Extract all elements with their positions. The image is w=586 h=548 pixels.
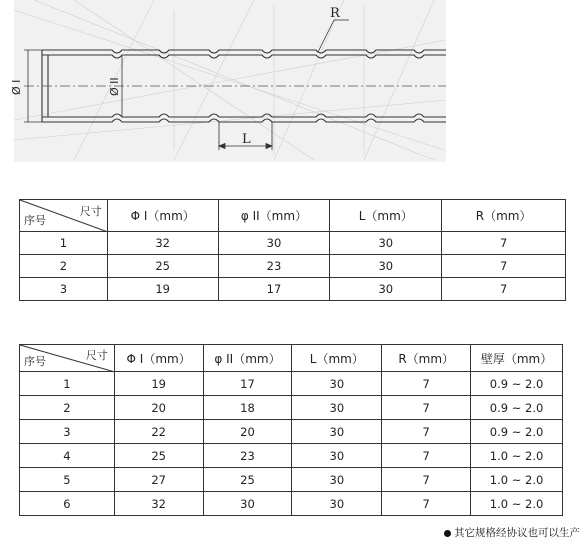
column-header: R（mm） — [382, 345, 471, 372]
table-cell: 0.9 ~ 2.0 — [471, 420, 563, 444]
table-cell: 30 — [292, 420, 382, 444]
table-row — [20, 420, 563, 444]
table-cell: 32 — [107, 232, 218, 255]
column-header: 壁厚（mm） — [471, 345, 563, 372]
table-cell: 7 — [382, 372, 471, 396]
table-cell: 7 — [442, 278, 566, 301]
table-cell: 0.9 ~ 2.0 — [471, 372, 563, 396]
corrugated-tube-diagram — [10, 0, 446, 162]
spec-table-1 — [19, 199, 566, 301]
table-cell: 7 — [382, 420, 471, 444]
table-cell: 30 — [292, 468, 382, 492]
table-cell: 2 — [20, 255, 108, 278]
table-row — [20, 255, 566, 278]
column-header: Φ I（mm） — [114, 345, 203, 372]
table-row — [20, 232, 566, 255]
footnote-text: 其它规格经协议也可以生产 — [454, 527, 580, 539]
table-cell: 19 — [107, 278, 218, 301]
table-cell: 32 — [114, 492, 203, 516]
table-cell: 18 — [203, 396, 292, 420]
column-header: Φ I（mm） — [107, 200, 218, 232]
table-cell: 27 — [114, 468, 203, 492]
table-cell: 2 — [20, 396, 115, 420]
table-cell: 7 — [382, 396, 471, 420]
table-cell: 22 — [114, 420, 203, 444]
table-cell: 1.0 ~ 2.0 — [471, 468, 563, 492]
corner-header-bottom: 序号 — [24, 355, 46, 368]
table-cell: 1.0 ~ 2.0 — [471, 444, 563, 468]
table-header-row — [20, 345, 563, 372]
length-label: L — [242, 132, 251, 147]
table-cell: 30 — [218, 232, 330, 255]
table-cell: 30 — [292, 372, 382, 396]
column-header: L（mm） — [292, 345, 382, 372]
table-row — [20, 372, 563, 396]
footnote — [444, 525, 580, 540]
bullet-icon — [444, 530, 451, 537]
corner-header — [20, 200, 108, 232]
table-cell: 25 — [203, 468, 292, 492]
table-cell: 4 — [20, 444, 115, 468]
table-cell: 3 — [20, 420, 115, 444]
column-header: L（mm） — [330, 200, 442, 232]
corner-header — [20, 345, 115, 372]
table-cell: 7 — [382, 492, 471, 516]
table-cell: 7 — [442, 255, 566, 278]
table-row — [20, 468, 563, 492]
table-cell: 30 — [203, 492, 292, 516]
table-cell: 23 — [203, 444, 292, 468]
table-row — [20, 278, 566, 301]
table-cell: 6 — [20, 492, 115, 516]
table-cell: 30 — [292, 396, 382, 420]
table-header-row — [20, 200, 566, 232]
table-cell: 17 — [203, 372, 292, 396]
radius-label: R — [330, 6, 340, 21]
table-cell: 17 — [218, 278, 330, 301]
table-cell: 25 — [107, 255, 218, 278]
table-row — [20, 492, 563, 516]
table-cell: 30 — [330, 278, 442, 301]
table-cell: 1 — [20, 232, 108, 255]
table-cell: 25 — [114, 444, 203, 468]
table-cell: 30 — [292, 492, 382, 516]
table-cell: 1 — [20, 372, 115, 396]
table-cell: 20 — [114, 396, 203, 420]
column-header: R（mm） — [442, 200, 566, 232]
tube-drawing — [10, 0, 446, 162]
column-header: φ II（mm） — [218, 200, 330, 232]
table-cell: 30 — [330, 232, 442, 255]
table-cell: 7 — [442, 232, 566, 255]
table-row — [20, 444, 563, 468]
spec-table-2 — [19, 344, 563, 516]
table-cell: 30 — [330, 255, 442, 278]
inner-diameter-label: Ø II — [108, 77, 121, 96]
table-cell: 1.0 ~ 2.0 — [471, 492, 563, 516]
table-cell: 20 — [203, 420, 292, 444]
outer-diameter-label: Ø I — [10, 79, 23, 95]
corner-header-top: 尺寸 — [85, 349, 108, 362]
table-cell: 5 — [20, 468, 115, 492]
table-cell: 19 — [114, 372, 203, 396]
table-cell: 3 — [20, 278, 108, 301]
table-cell: 23 — [218, 255, 330, 278]
table-row — [20, 396, 563, 420]
corner-header-top: 尺寸 — [79, 205, 102, 218]
corner-header-bottom: 序号 — [24, 214, 46, 227]
column-header: φ II（mm） — [203, 345, 292, 372]
table-cell: 7 — [382, 444, 471, 468]
table-cell: 30 — [292, 444, 382, 468]
table-cell: 7 — [382, 468, 471, 492]
table-cell: 0.9 ~ 2.0 — [471, 396, 563, 420]
